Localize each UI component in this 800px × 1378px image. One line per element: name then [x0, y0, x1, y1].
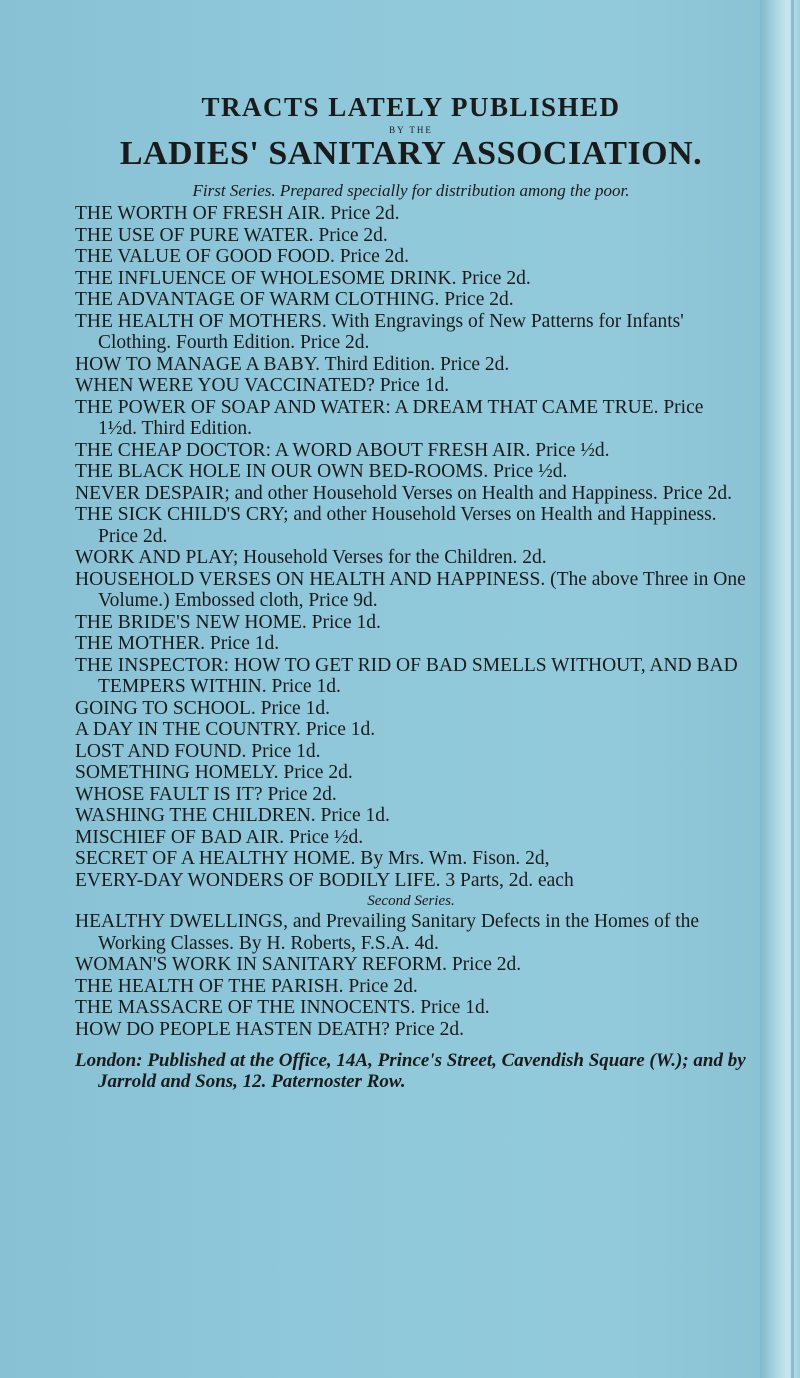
- tract-entry: THE HEALTH OF MOTHERS. With Engravings of New Patterns for Infants' Clothing. Fourth Edition. Price 2d.: [75, 310, 684, 353]
- tract-entry: THE WORTH OF FRESH AIR. Price 2d.: [75, 203, 400, 224]
- tract-entry: LOST AND FOUND. Price 1d.: [75, 740, 321, 762]
- page-title: TRACTS LATELY PUBLISHED: [201, 92, 621, 122]
- tract-entry: THE USE OF PURE WATER. Price 2d.: [75, 224, 388, 246]
- first-series-heading: First Series. Prepared specially for distribution among the poor.: [192, 181, 630, 200]
- tract-entry: HOUSEHOLD VERSES ON HEALTH AND HAPPINESS. (The above Three in One Volume.) Embossed cloth, Price 9d.: [75, 568, 746, 611]
- second-series-list: [75, 911, 747, 1040]
- tract-list-page: [75, 92, 747, 1111]
- tract-entry: SECRET OF A HEALTHY HOME. By Mrs. Wm. Fison. 2d,: [75, 848, 550, 869]
- publisher-footer: London: Published at the Office, 14A, Prince's Street, Cavendish Square (W.); and by Jarrold and Sons, 12. Paternoster Row.: [75, 1050, 746, 1092]
- tract-entry: MISCHIEF OF BAD AIR. Price ½d.: [75, 826, 364, 848]
- tract-entry: EVERY-DAY WONDERS OF BODILY LIFE. 3 Parts, 2d. each: [75, 869, 574, 891]
- tract-entry: THE INFLUENCE OF WHOLESOME DRINK. Price 2d.: [75, 267, 531, 289]
- tract-entry: THE BRIDE'S NEW HOME. Price 1d.: [75, 611, 381, 633]
- tract-entry: THE BLACK HOLE IN OUR OWN BED-ROOMS. Price ½d.: [75, 461, 568, 482]
- tract-entry: WORK AND PLAY; Household Verses for the Children. 2d.: [75, 547, 547, 568]
- tract-entry: HEALTHY DWELLINGS, and Prevailing Sanitary Defects in the Homes of the Working Classes. By H. Roberts, F.S.A. 4d.: [75, 911, 700, 954]
- tract-entry: SOMETHING HOMELY. Price 2d.: [75, 762, 353, 783]
- tract-entry: WOMAN'S WORK IN SANITARY REFORM. Price 2d.: [75, 954, 522, 975]
- first-series-list: [75, 203, 747, 891]
- tract-entry: A DAY IN THE COUNTRY. Price 1d.: [75, 719, 376, 740]
- tract-entry: NEVER DESPAIR; and other Household Verses on Health and Happiness. Price 2d.: [75, 482, 732, 504]
- tract-entry: THE INSPECTOR: HOW TO GET RID OF BAD SMELLS WITHOUT, AND BAD TEMPERS WITHIN. Price 1d.: [75, 654, 738, 697]
- tract-entry: THE ADVANTAGE OF WARM CLOTHING. Price 2d.: [75, 289, 514, 310]
- tract-entry: WHOSE FAULT IS IT? Price 2d.: [75, 783, 337, 805]
- tract-entry: HOW DO PEOPLE HASTEN DEATH? Price 2d.: [75, 1018, 465, 1040]
- tract-entry: THE HEALTH OF THE PARISH. Price 2d.: [75, 975, 418, 997]
- tract-entry: THE CHEAP DOCTOR: A WORD ABOUT FRESH AIR. Price ½d.: [75, 439, 610, 461]
- tract-entry: THE MOTHER. Price 1d.: [75, 633, 280, 654]
- tract-entry: THE MASSACRE OF THE INNOCENTS. Price 1d.: [75, 997, 490, 1018]
- tract-entry: THE SICK CHILD'S CRY; and other Household Verses on Health and Happiness. Price 2d.: [75, 504, 717, 547]
- tract-entry: HOW TO MANAGE A BABY. Third Edition. Price 2d.: [75, 353, 510, 375]
- by-line: BY THE: [389, 125, 433, 135]
- tract-entry: THE VALUE OF GOOD FOOD. Price 2d.: [75, 246, 410, 267]
- second-series-heading: Second Series.: [367, 893, 455, 909]
- page-edge: [760, 0, 800, 1378]
- tract-entry: WASHING THE CHILDREN. Price 1d.: [75, 805, 390, 826]
- association-name: LADIES' SANITARY ASSOCIATION.: [119, 135, 703, 172]
- tract-entry: GOING TO SCHOOL. Price 1d.: [75, 697, 330, 719]
- tract-entry: WHEN WERE YOU VACCINATED? Price 1d.: [75, 375, 450, 396]
- tract-entry: THE POWER OF SOAP AND WATER: A DREAM THAT CAME TRUE. Price 1½d. Third Edition.: [75, 396, 704, 439]
